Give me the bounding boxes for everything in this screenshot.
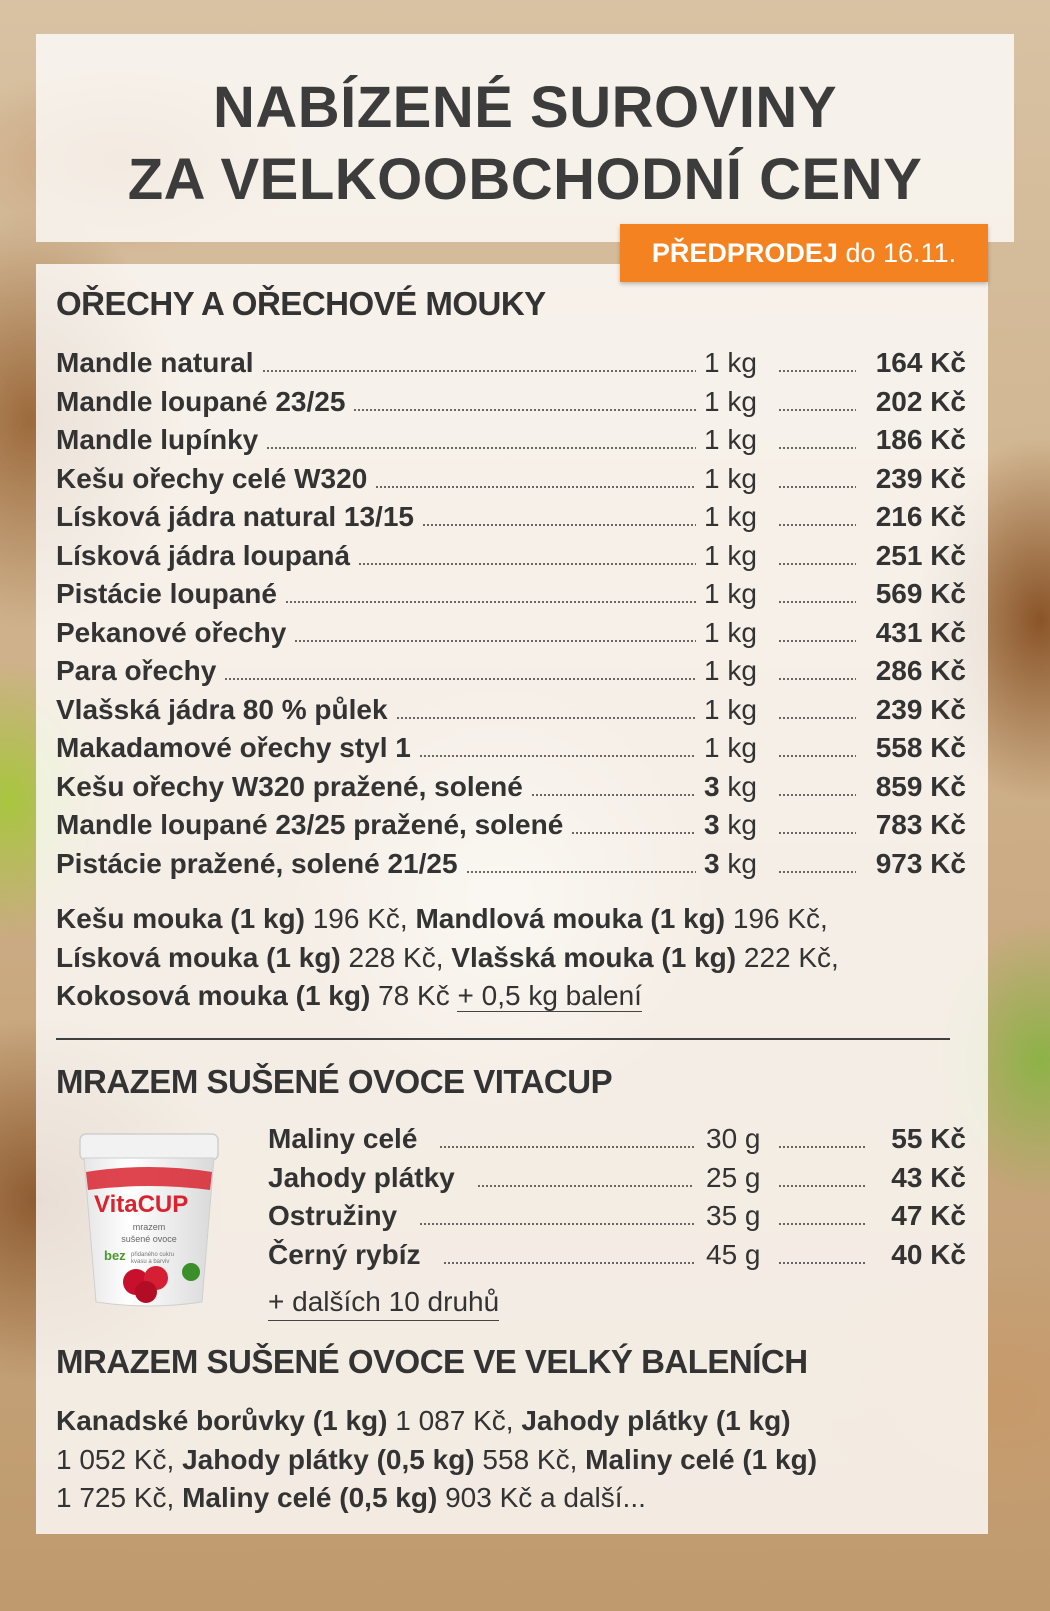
flour-name: Kokosová mouka (1 kg) [56, 980, 371, 1011]
quantity-number: 1 [704, 501, 720, 532]
item-quantity [704, 806, 757, 844]
bulk-price: 1 087 Kč, [395, 1405, 514, 1436]
quantity-number: 1 [704, 616, 720, 648]
bulk-name: Maliny celé (0,5 kg) [182, 1482, 438, 1513]
dot-leader [443, 1262, 695, 1264]
item-name: Ostružiny [268, 1200, 398, 1231]
dot-leader [778, 1262, 866, 1264]
packaging-note: + 0,5 kg balení [457, 980, 642, 1011]
badge-strong: PŘEDPRODEJ [651, 238, 838, 268]
price-row [56, 344, 966, 382]
price-row [56, 614, 966, 652]
quantity-number: 1 [704, 347, 720, 378]
title-panel [36, 34, 1014, 242]
item-quantity [704, 537, 757, 575]
flour-name: Kešu mouka (1 kg) [56, 903, 305, 934]
dot-leader [419, 1223, 694, 1225]
item-quantity [704, 421, 757, 459]
price-row [268, 1159, 966, 1197]
item-quantity: 35 g [706, 1200, 761, 1231]
item-name: Mandle lupínky [56, 424, 259, 455]
item-price: 40 Kč [891, 1238, 966, 1270]
dot-leader [778, 1223, 866, 1225]
dot-leader [531, 794, 696, 796]
item-quantity [704, 652, 757, 690]
item-quantity [704, 768, 757, 806]
quantity-unit: kg [727, 693, 757, 725]
bulk-name: Jahody plátky (1 kg) [521, 1405, 791, 1436]
quantity-unit: kg [727, 424, 757, 455]
title-line-2: ZA VELKOOBCHODNÍ CENY [127, 147, 923, 212]
dot-leader [262, 370, 696, 372]
dot-leader [778, 1185, 866, 1187]
item-name: Vlašská jádra 80 % půlek [56, 693, 388, 725]
bulk-price: 903 Kč a další... [445, 1482, 646, 1513]
dot-leader [422, 524, 696, 526]
dot-leader [778, 1146, 866, 1148]
title-line-1: NABÍZENÉ SUROVINY [212, 75, 837, 140]
vitacup-bez-detail-2: kvasu a barviv [131, 1259, 170, 1265]
flour-price: 222 Kč, [743, 941, 839, 973]
dot-leader [778, 678, 856, 680]
dot-leader [778, 601, 856, 603]
dot-leader [778, 871, 856, 873]
item-price: 239 Kč [875, 693, 966, 725]
price-row [56, 460, 966, 498]
flour-name: Vlašská mouka (1 kg) [451, 941, 737, 973]
item-price: 239 Kč [875, 462, 966, 494]
item-name: Kešu ořechy W320 pražené, solené [56, 770, 523, 802]
item-name: Pistácie pražené, solené 21/25 [56, 847, 458, 879]
vitacup-label-line2: sušené ovoce [121, 1234, 177, 1244]
item-price: 164 Kč [875, 347, 966, 378]
dot-leader [294, 640, 696, 642]
dot-leader [778, 755, 856, 757]
quantity-number: 1 [704, 385, 720, 417]
item-quantity [704, 614, 757, 652]
quantity-number: 1 [704, 732, 720, 763]
item-quantity: 25 g [706, 1161, 761, 1193]
vitacup-bez-text: bez [104, 1248, 126, 1263]
price-row [56, 383, 966, 421]
dot-leader [778, 409, 856, 411]
dot-leader [439, 1146, 694, 1148]
vitacup-product-image [76, 1132, 222, 1310]
price-row [56, 729, 966, 767]
dot-leader [778, 794, 856, 796]
price-row [56, 691, 966, 729]
flour-price: 196 Kč, [732, 903, 828, 934]
item-price: 973 Kč [875, 847, 966, 879]
item-name: Mandle loupané 23/25 [56, 385, 346, 417]
bulk-name: Maliny celé (1 kg) [585, 1443, 818, 1475]
quantity-unit: kg [727, 462, 757, 494]
quantity-unit: kg [727, 847, 757, 879]
item-name: Mandle loupané 23/25 pražené, solené [56, 809, 564, 840]
quantity-number: 1 [704, 655, 720, 686]
item-price: 859 Kč [875, 770, 966, 802]
quantity-unit: kg [727, 770, 757, 802]
quantity-number: 1 [704, 539, 720, 571]
quantity-unit: kg [727, 616, 757, 648]
dot-leader [375, 486, 696, 488]
quantity-unit: kg [727, 578, 757, 609]
price-row [268, 1120, 966, 1158]
quantity-unit: kg [727, 732, 757, 763]
item-name: Mandle natural [56, 347, 254, 378]
flour-price: 196 Kč, [312, 903, 408, 934]
item-quantity [704, 575, 757, 613]
dot-leader [778, 563, 856, 565]
quantity-number: 3 [704, 809, 720, 840]
vitacup-section-title: MRAZEM SUŠENÉ OVOCE VITACUP [56, 1063, 613, 1100]
section-divider [56, 1038, 950, 1040]
item-name: Lísková jádra loupaná [56, 539, 351, 571]
item-quantity [704, 845, 757, 883]
price-row [56, 652, 966, 690]
item-price: 55 Kč [891, 1123, 966, 1154]
price-row [268, 1197, 966, 1235]
item-quantity [704, 498, 757, 536]
flours-paragraph [56, 900, 986, 1016]
dot-leader [419, 755, 696, 757]
item-price: 286 Kč [875, 655, 966, 686]
quantity-unit: kg [727, 655, 757, 686]
bulk-paragraph [56, 1402, 996, 1518]
dot-leader [396, 717, 696, 719]
dot-leader [778, 832, 856, 834]
price-row [56, 806, 966, 844]
quantity-number: 1 [704, 462, 720, 494]
quantity-number: 1 [704, 578, 720, 609]
item-quantity [704, 383, 757, 421]
vitacup-brand-text: VitaCUP [94, 1191, 189, 1218]
item-price: 43 Kč [891, 1161, 966, 1193]
item-quantity: 45 g [706, 1238, 761, 1270]
badge-date: do 16.11. [845, 238, 957, 268]
flour-price: 228 Kč, [348, 941, 444, 973]
item-quantity [704, 344, 757, 382]
bulk-price: 1 725 Kč, [56, 1482, 175, 1513]
price-row [56, 498, 966, 536]
dot-leader [778, 370, 856, 372]
item-name: Černý rybíz [268, 1238, 421, 1270]
price-row [56, 537, 966, 575]
dot-leader [224, 678, 696, 680]
flour-name: Mandlová mouka (1 kg) [415, 903, 726, 934]
item-price: 569 Kč [875, 578, 966, 609]
quantity-unit: kg [727, 385, 757, 417]
quantity-number: 3 [704, 770, 720, 802]
price-row [56, 575, 966, 613]
item-name: Para ořechy [56, 655, 217, 686]
dot-leader [353, 409, 696, 411]
more-varieties-note: + dalších 10 druhů [268, 1284, 499, 1321]
bulk-name: Kanadské borůvky (1 kg) [56, 1405, 388, 1436]
item-name: Makadamové ořechy styl 1 [56, 732, 411, 763]
item-name: Maliny celé [268, 1123, 418, 1154]
item-name: Pistácie loupané [56, 578, 277, 609]
dot-leader [778, 717, 856, 719]
bulk-name: Jahody plátky (0,5 kg) [182, 1443, 475, 1475]
quantity-unit: kg [727, 501, 757, 532]
vitacup-label-line1: mrazem [132, 1222, 166, 1232]
quantity-unit: kg [727, 539, 757, 571]
dot-leader [358, 563, 696, 565]
item-price: 431 Kč [875, 616, 966, 648]
item-price: 47 Kč [891, 1200, 966, 1231]
item-price: 202 Kč [875, 385, 966, 417]
item-price: 251 Kč [875, 539, 966, 571]
quantity-number: 1 [704, 693, 720, 725]
dot-leader [266, 447, 696, 449]
bulk-price: 1 052 Kč, [56, 1443, 175, 1475]
price-row [268, 1236, 966, 1274]
bulk-price: 558 Kč, [482, 1443, 578, 1475]
dot-leader [778, 486, 856, 488]
price-row [56, 768, 966, 806]
page-title [36, 72, 1014, 216]
item-name: Pekanové ořechy [56, 616, 287, 648]
item-price: 558 Kč [875, 732, 966, 763]
vitacup-bez-detail: přidaného cukru [131, 1252, 175, 1258]
item-quantity: 30 g [706, 1123, 761, 1154]
flour-price: 78 Kč [378, 980, 450, 1011]
price-row [56, 421, 966, 459]
dot-leader [466, 871, 696, 873]
nuts-section-title: OŘECHY A OŘECHOVÉ MOUKY [56, 285, 546, 322]
flour-name: Lísková mouka (1 kg) [56, 941, 341, 973]
dot-leader [285, 601, 696, 603]
quantity-unit: kg [727, 347, 757, 378]
item-name: Kešu ořechy celé W320 [56, 462, 368, 494]
dot-leader [778, 524, 856, 526]
item-price: 216 Kč [875, 501, 966, 532]
dot-leader [477, 1185, 694, 1187]
quantity-number: 1 [704, 424, 720, 455]
bulk-section-title: MRAZEM SUŠENÉ OVOCE VE VELKÝ BALENÍCH [56, 1343, 808, 1380]
dot-leader [778, 640, 856, 642]
price-row [56, 845, 966, 883]
item-quantity [704, 691, 757, 729]
quantity-number: 3 [704, 847, 720, 879]
presale-badge [620, 224, 988, 282]
item-price: 186 Kč [875, 424, 966, 455]
dot-leader [778, 447, 856, 449]
item-quantity [704, 729, 757, 767]
dot-leader [571, 832, 696, 834]
item-quantity [704, 460, 757, 498]
item-price: 783 Kč [875, 809, 966, 840]
item-name: Lísková jádra natural 13/15 [56, 501, 414, 532]
quantity-unit: kg [727, 809, 757, 840]
item-name: Jahody plátky [268, 1161, 455, 1193]
